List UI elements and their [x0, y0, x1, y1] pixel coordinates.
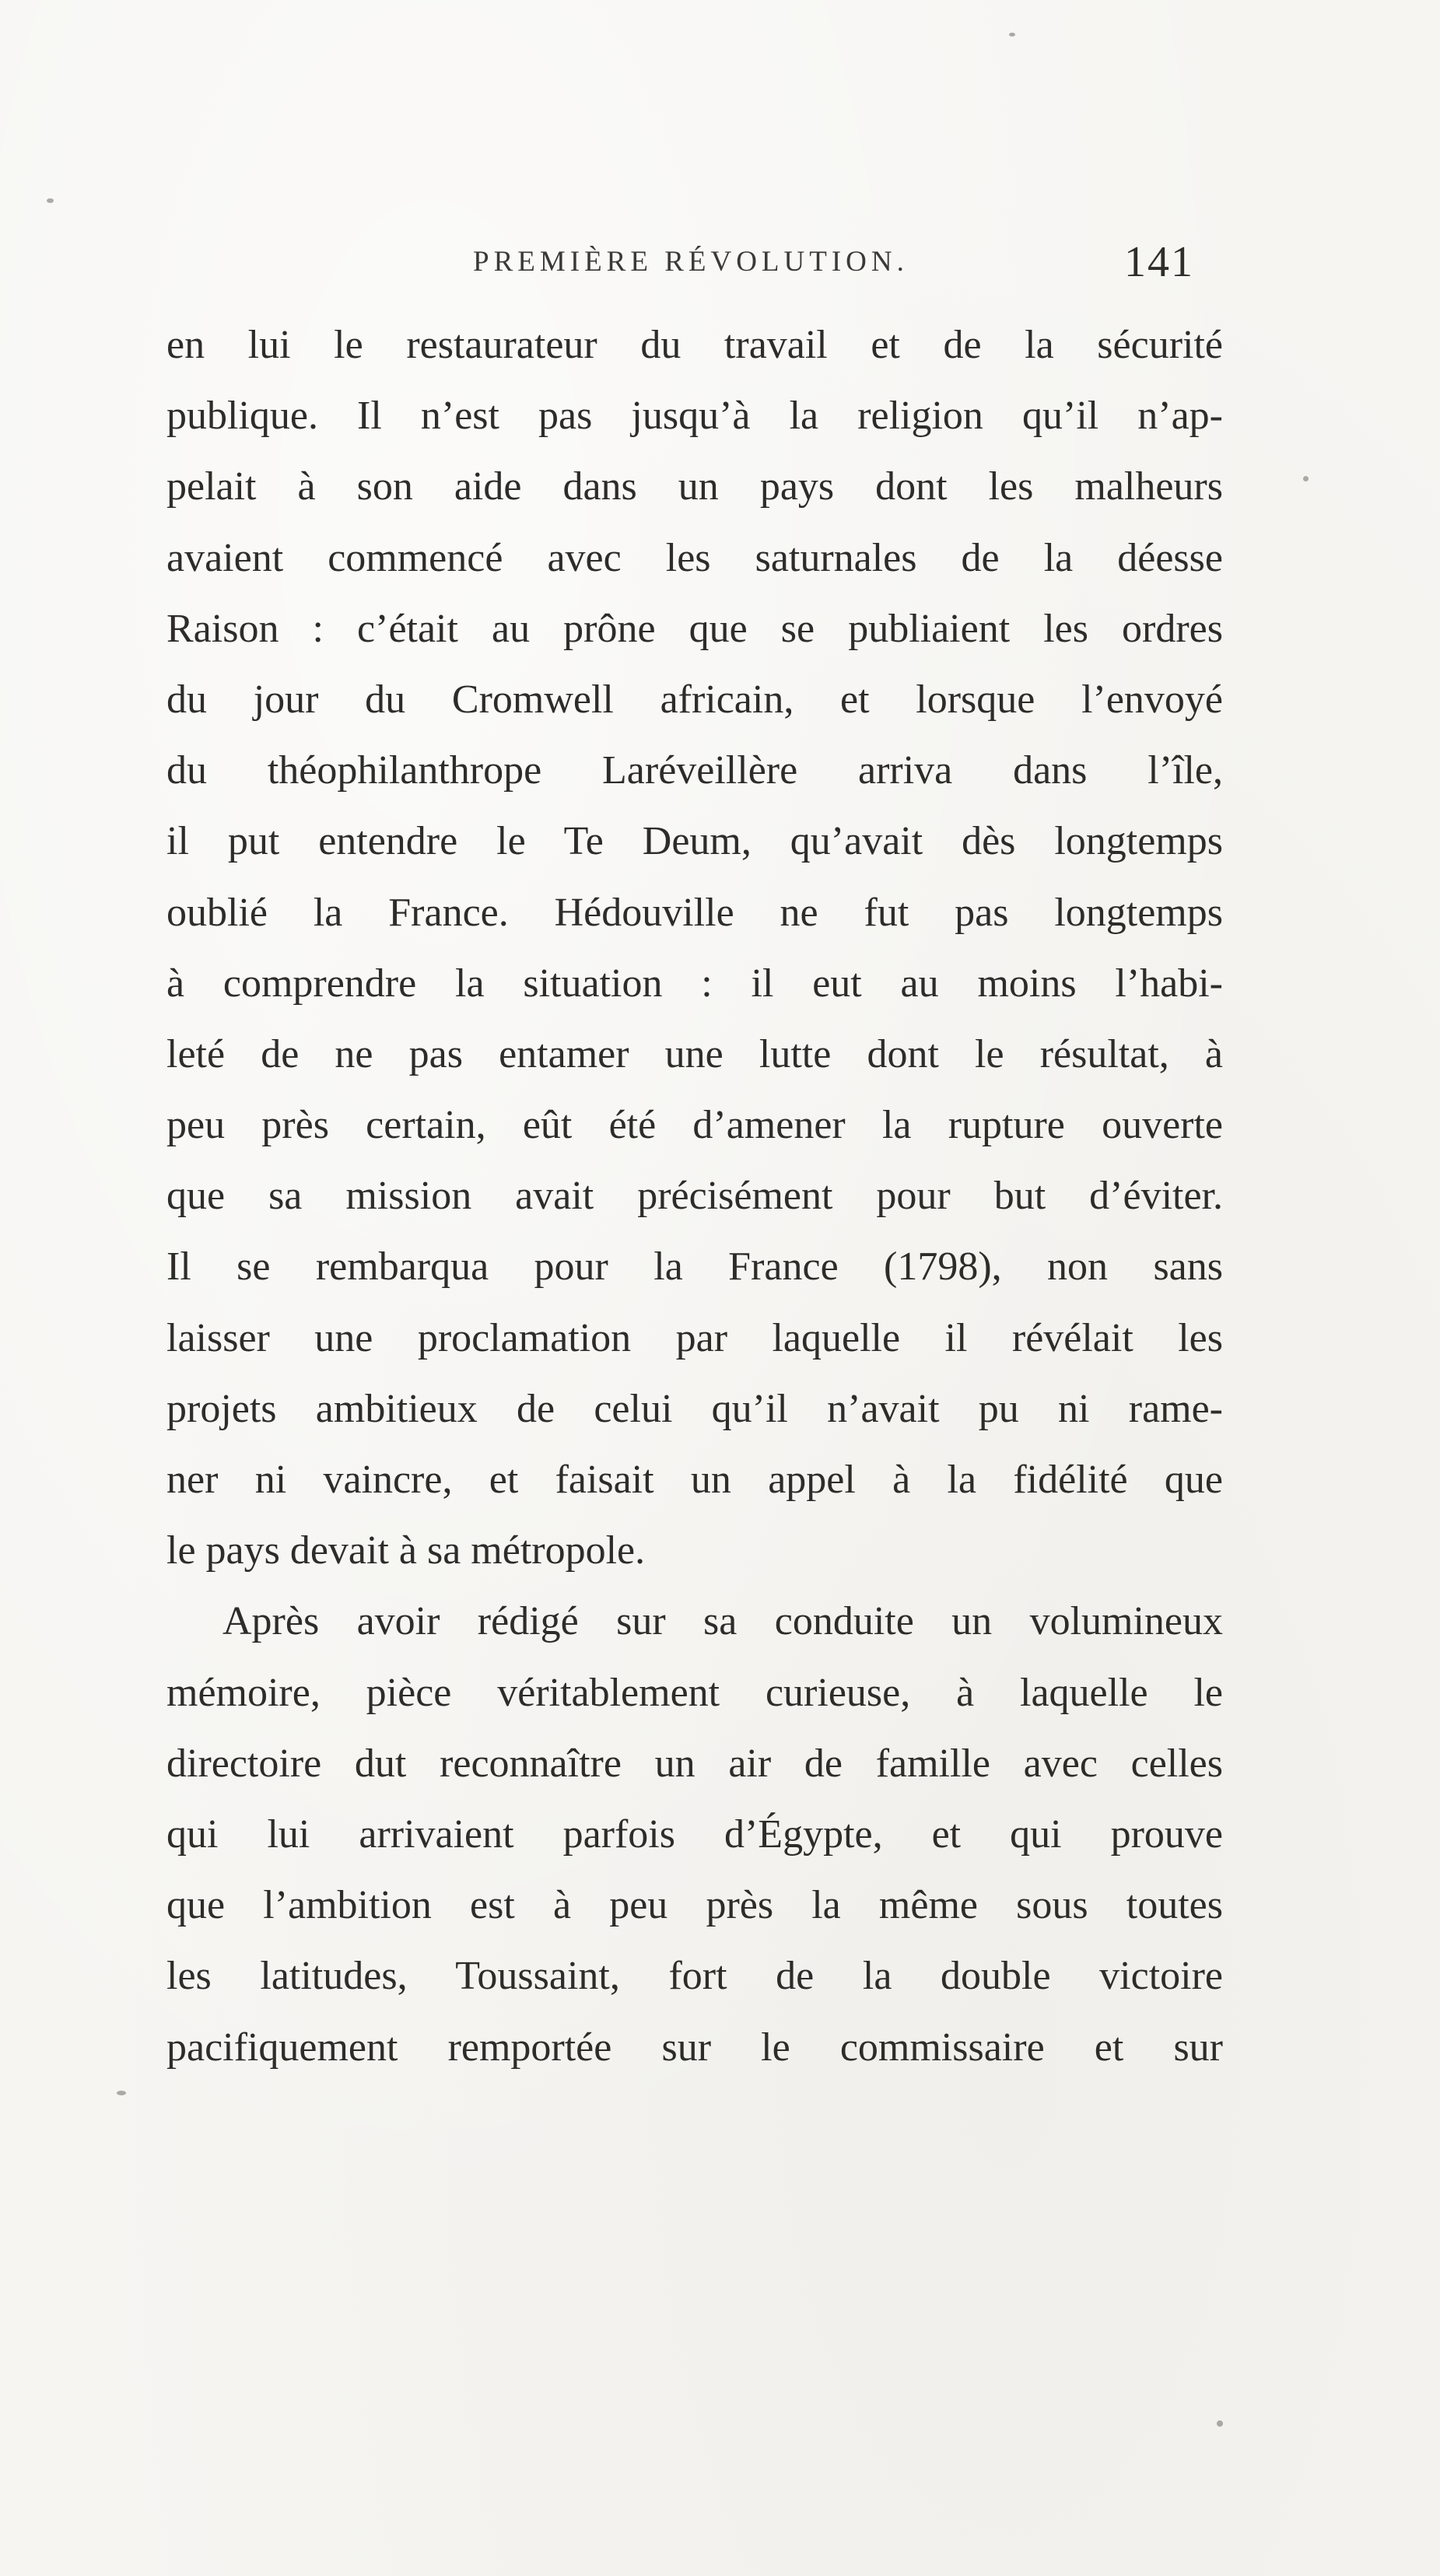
paper-speck [1217, 2420, 1223, 2427]
text-line: oublié la France. Hédouville ne fut pas longtemps [166, 890, 1223, 935]
text-line: peu près certain, eût été d’amener la rupture ouverte [166, 1103, 1223, 1148]
text-line: il put entendre le Te Deum, qu’avait dès longtemps [166, 819, 1223, 864]
text-line: leté de ne pas entamer une lutte dont le résultat, à [166, 1031, 1223, 1076]
running-header [0, 237, 1440, 292]
paper-speck [1009, 33, 1015, 37]
text-line: en lui le restaurateur du travail et de la sécurité [166, 323, 1223, 367]
paper-speck [47, 198, 54, 203]
text-line: du jour du Cromwell africain, et lorsque l’envoyé [166, 677, 1223, 722]
text-line: ner ni vaincre, et faisait un appel à la fidélité que [166, 1458, 1223, 1502]
text-line: Il se rembarqua pour la France (1798), non sans [166, 1244, 1223, 1290]
running-title: PREMIÈRE RÉVOLUTION. [473, 246, 909, 278]
text-line: qui lui arrivaient parfois d’Égypte, et qui prouve [166, 1811, 1223, 1857]
text-line: mémoire, pièce véritablement curieuse, à laquelle le [166, 1670, 1223, 1715]
text-line: que l’ambition est à peu près la même sous toutes [166, 1883, 1223, 1928]
text-line: publique. Il n’est pas jusqu’à la religion qu’il n’ap- [166, 394, 1223, 439]
body-text [166, 310, 1223, 2083]
text-line: laisser une proclamation par laquelle il révélait les [166, 1315, 1223, 1360]
page-number: 141 [1124, 238, 1194, 286]
text-line: avaient commencé avec les saturnales de la déesse [166, 535, 1223, 580]
text-line: pacifiquement remportée sur le commissaire et sur [166, 2025, 1223, 2070]
text-line: directoire dut reconnaître un air de famille avec celles [166, 1741, 1223, 1786]
text-line: les latitudes, Toussaint, fort de la double victoire [166, 1954, 1223, 1999]
text-line: pelait à son aide dans un pays dont les malheurs [166, 464, 1223, 509]
text-line: le pays devait à sa métropole. [166, 1528, 646, 1573]
paper-speck [117, 2091, 126, 2095]
text-line: projets ambitieux de celui qu’il n’avait pu ni rame- [166, 1386, 1223, 1431]
text-line: Après avoir rédigé sur sa conduite un volumineux [222, 1599, 1223, 1644]
text-line: du théophilanthrope Laréveillère arriva dans l’île, [166, 748, 1223, 793]
text-line: à comprendre la situation : il eut au moins l’habi- [166, 961, 1223, 1006]
paper-speck [1303, 476, 1309, 481]
text-line: que sa mission avait précisément pour but d’éviter. [166, 1174, 1223, 1219]
text-line: Raison : c’était au prône que se publiaient les ordres [166, 606, 1223, 651]
